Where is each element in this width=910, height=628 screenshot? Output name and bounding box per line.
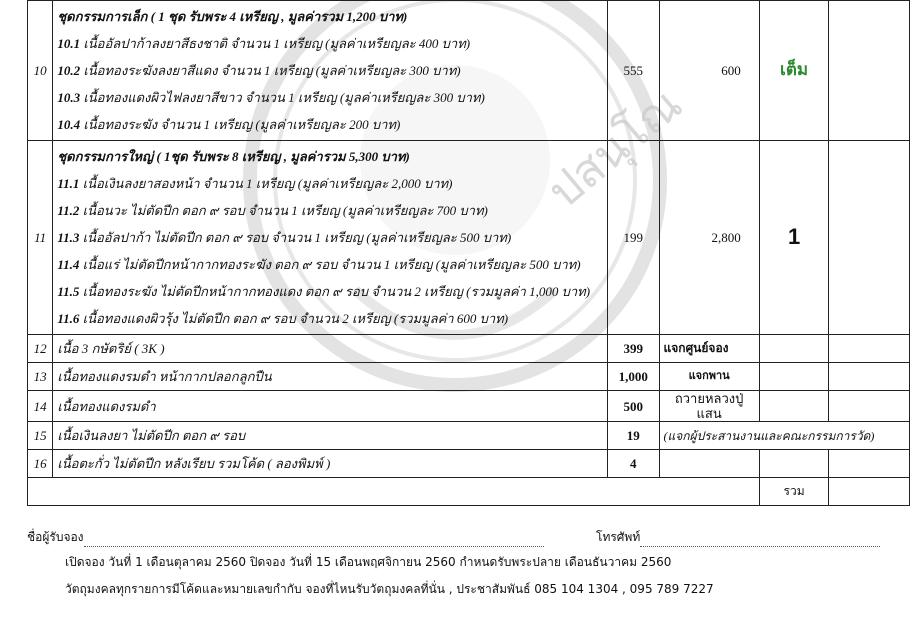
subitem: 11.5 เนื้อทองระฆัง ไม่ตัดปีกหน้ากากทองแดง ตอก ๙ รอบ จำนวน 2 เหรียญ (รวมมูลค่า 1,000 บาท) [57,284,591,299]
quantity-cell: 600 [659,1,759,141]
item-description: เนื้อทองแดงรมดำ [53,391,608,422]
item-number: 10 [28,1,53,141]
price-cell: 500 [608,391,659,422]
item-description: เนื้อทองแดงรมดำ หน้ากากปลอกลูกปืน [53,363,608,391]
set-title: ชุดกรรมการใหญ่ ( 1ชุด รับพระ 8 เหรียญ , มูลค่ารวม 5,300 บาท) [57,149,410,164]
blank-cell [759,391,829,422]
booker-name-field[interactable] [27,528,544,547]
item-number: 14 [28,391,53,422]
item-number: 16 [28,450,53,478]
note-cell: ถวายหลวงปู่แสน [659,391,759,422]
order-table [27,0,910,506]
contact-info: วัตถุมงคลทุกรายการมีโค้ดและหมายเลขกำกับ จองที่ไหนรับวัตถุมงคลที่นั่น , ประชาสัมพันธ์ 085 104 1304 , 095 789 7227 [65,582,714,596]
subitem: 10.1 เนื้ออัลปาก้าลงยาสีธงชาติ จำนวน 1 เหรียญ (มูลค่าเหรียญละ 400 บาท) [57,36,471,51]
item-description: เนื้อเงินลงยา ไม่ตัดปีก ตอก ๙ รอบ [53,422,608,450]
blank-cell [829,1,910,141]
booking-dates: เปิดจอง วันที่ 1 เดือนตุลาคม 2560 ปิดจอง วันที่ 15 เดือนพฤศจิกายน 2560 กำหนดรับพระปลาย เดือนธันวาคม 2560 [65,555,672,569]
blank-cell [659,450,759,478]
price-cell: 4 [608,450,659,478]
table-row [28,391,910,422]
price-cell: 399 [608,335,659,363]
table-row [28,141,910,335]
full-label: เต็ม [780,60,809,80]
blank-cell [829,363,910,391]
note-cell: แจกศูนย์จอง [659,335,759,363]
item-description: เนื้อตะกั่ว ไม่ตัดปีก หลังเรียบ รวมโค้ด ( ลองพิมพ์ ) [53,450,608,478]
subitem: 10.4 เนื้อทองระฆัง จำนวน 1 เหรียญ (มูลค่าเหรียญละ 200 บาท) [57,117,401,132]
item-number: 15 [28,422,53,450]
status-cell [759,1,829,141]
price-cell: 199 [608,141,659,335]
name-label: ชื่อผู้รับจอง [27,530,84,544]
blank-cell [759,335,829,363]
price-cell: 19 [608,422,659,450]
blank-cell [829,450,910,478]
status-cell [759,141,829,335]
price-cell: 1,000 [608,363,659,391]
note-cell: แจกพาน [659,363,759,391]
note-cell [659,422,909,450]
item-number: 12 [28,335,53,363]
subitem: 11.1 เนื้อเงินลงยาสองหน้า จำนวน 1 เหรียญ (มูลค่าเหรียญละ 2,000 บาท) [57,176,453,191]
phone-field[interactable] [596,528,880,547]
table-row [28,1,910,141]
subitem: 10.2 เนื้อทองระฆังลงยาสีแดง จำนวน 1 เหรียญ (มูลค่าเหรียญละ 300 บาท) [57,63,461,78]
blank-cell [28,478,760,506]
count-value: 1 [787,223,801,249]
total-row [28,478,910,506]
phone-label: โทรศัพท์ [596,530,641,544]
subitem: 11.3 เนื้ออัลปาก้า ไม่ตัดปีก ตอก ๙ รอบ จำนวน 1 เหรียญ (มูลค่าเหรียญละ 500 บาท) [57,230,512,245]
table-row [28,450,910,478]
blank-cell [829,335,910,363]
set-title: ชุดกรรมการเล็ก ( 1 ชุด รับพระ 4 เหรียญ , มูลค่ารวม 1,200 บาท) [57,9,408,24]
table-row [28,422,910,450]
price-cell: 555 [608,1,659,141]
note-text: (แจกผู้ประสานงานและคณะกรรมการวัด) [663,428,875,443]
phone-blank [640,545,880,547]
table-row [28,335,910,363]
quantity-cell: 2,800 [659,141,759,335]
blank-cell [829,141,910,335]
blank-cell [759,363,829,391]
blank-cell [829,391,910,422]
subitem: 11.4 เนื้อแร่ ไม่ตัดปีกหน้ากากทองระฆัง ตอก ๙ รอบ จำนวน 1 เหรียญ (มูลค่าเหรียญละ 500 บาท) [57,257,581,272]
total-value-cell [829,478,910,506]
subitem: 10.3 เนื้อทองแดงผิวไฟลงยาสีขาว จำนวน 1 เหรียญ (มูลค่าเหรียญละ 300 บาท) [57,90,485,105]
subitem: 11.2 เนื้อนวะ ไม่ตัดปีก ตอก ๙ รอบ จำนวน 1 เหรียญ (มูลค่าเหรียญละ 700 บาท) [57,203,488,218]
item-description [53,1,608,141]
name-blank [84,545,544,547]
item-description: เนื้อ 3 กษัตริย์ ( 3K ) [53,335,608,363]
item-number: 11 [28,141,53,335]
item-description [53,141,608,335]
subitem: 11.6 เนื้อทองแดงผิวรุ้ง ไม่ตัดปีก ตอก ๙ รอบ จำนวน 2 เหรียญ (รวมมูลค่า 600 บาท) [57,311,509,326]
watermark-text: ปสนุโณ [537,76,692,219]
table-row [28,363,910,391]
total-label: รวม [759,478,829,506]
item-number: 13 [28,363,53,391]
blank-cell [759,450,829,478]
